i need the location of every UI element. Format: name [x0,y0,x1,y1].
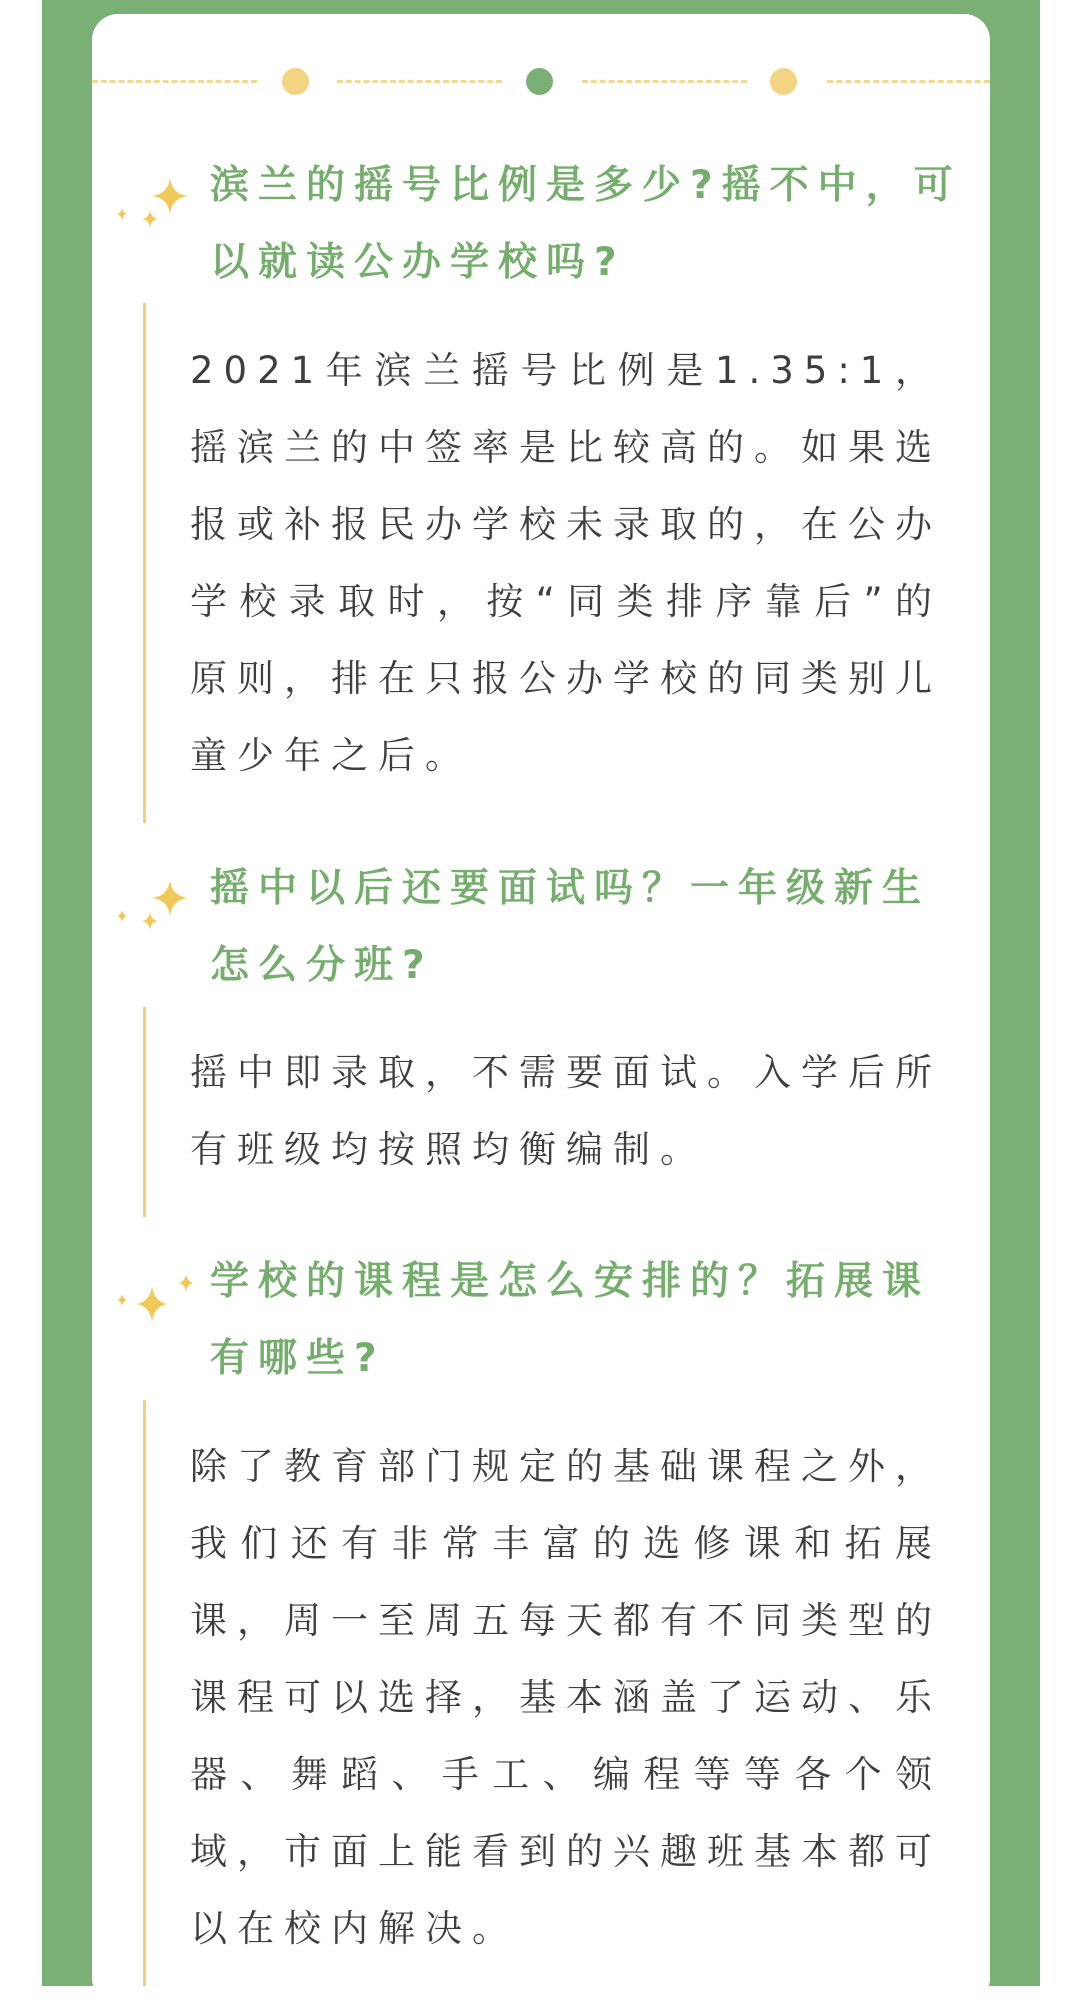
dashed-divider-mid-left [337,80,502,83]
faq-answer-2: 摇中即录取，不需要面试。入学后所有班级均按照均衡编制。 [190,1051,942,1171]
dashed-divider-left [92,80,257,83]
faq-answer-3: 除了教育部门规定的基础课程之外，我们还有非常丰富的选修课和拓展课，周一至周五每天都有不同类型的课程可以选择，基本涵盖了运动、乐器、舞蹈、手工、编程等等各个领域，市面上能看到的兴趣班基本都可以在校内解决。 [190,1445,942,1950]
yellow-dot-icon [282,68,309,95]
yellow-dot-icon [770,68,797,95]
faq-question-1: 滨兰的摇号比例是多少?摇不中，可以就读公办学校吗? [210,163,962,285]
accent-line [143,1007,146,1217]
faq-question-2: 摇中以后还要面试吗？一年级新生怎么分班? [210,866,931,988]
dashed-divider-mid-right [582,80,747,83]
faq-question-3: 学校的课程是怎么安排的？拓展课有哪些? [210,1259,931,1381]
green-dot-icon [526,68,553,95]
dashed-divider-right [827,80,990,83]
accent-line [143,1400,146,1986]
faq-answer-1: 2021年滨兰摇号比例是1.35:1，摇滨兰的中签率是比较高的。如果选报或补报民办学校未录取的，在公办学校录取时，按“同类排序靠后”的原则，排在只报公办学校的同类别儿童少年之后。 [190,349,942,777]
accent-line [143,303,146,823]
